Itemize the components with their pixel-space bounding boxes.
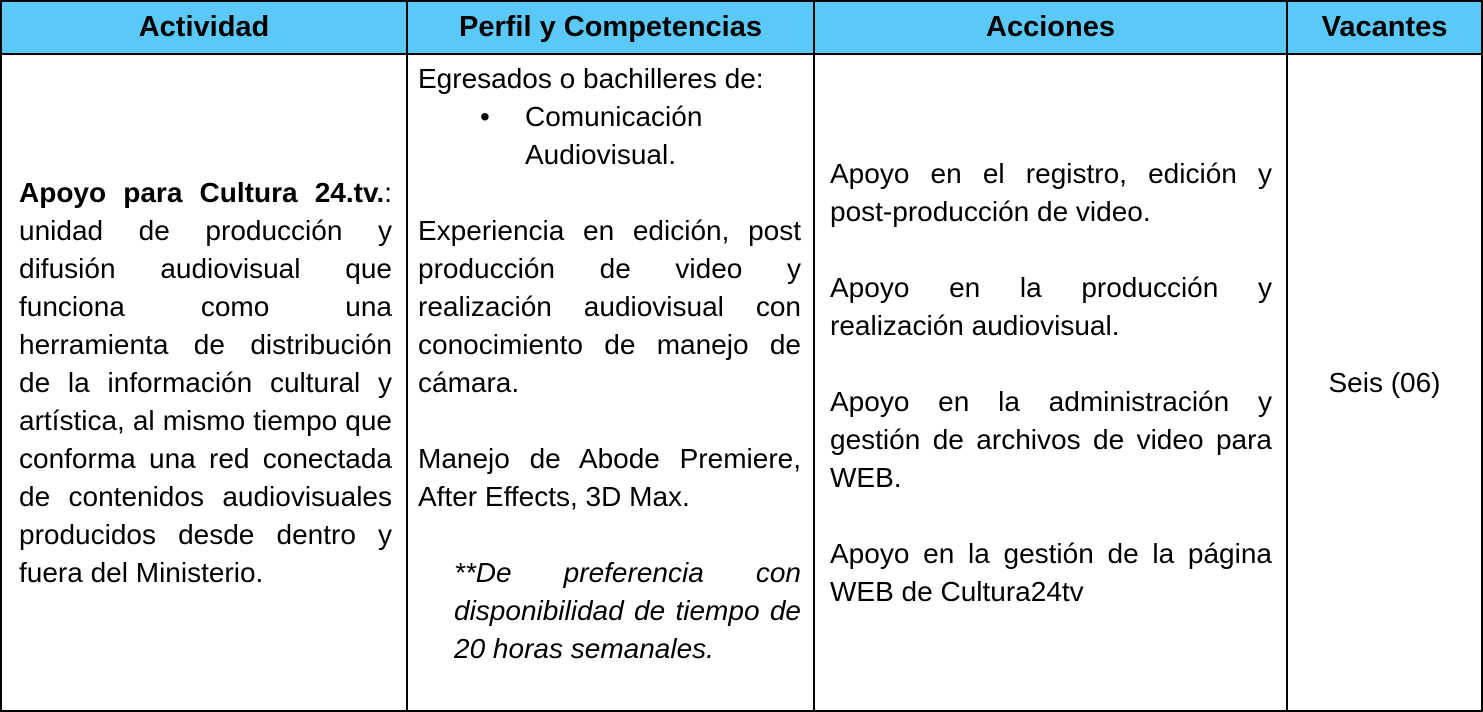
actividad-colon: :: [384, 176, 392, 208]
cell-actividad: [2, 55, 408, 710]
cell-perfil-competencias: [408, 55, 815, 710]
header-acciones-label: Acciones: [986, 11, 1115, 43]
header-acciones: [815, 2, 1288, 53]
perfil-intro: Egresados o bachilleres de:: [418, 63, 764, 94]
actividad-description: [19, 174, 392, 592]
acciones-paragraph-2: Apoyo en la producción y realización audiovisual.: [830, 271, 1272, 341]
cell-acciones: [815, 55, 1288, 710]
vacantes-value: Seis (06): [1328, 366, 1441, 398]
perfil-experiencia-paragraph: Experiencia en edición, post producción de video y realización audiovisual con conocimiento de manejo de cámara.: [418, 215, 801, 398]
header-vacantes-label: Vacantes: [1321, 11, 1448, 43]
perfil-software-paragraph: Manejo de Abode Premiere, After Effects, 3D Max.: [418, 443, 801, 512]
actividad-body-text: unidad de producción y difusión audiovisual que funciona como una herramienta de distribución de la información cultural y artística, al mismo tiempo que conforma una red conectada de contenidos audiovisuales producidos desde dentro y fuera del Ministerio.: [19, 214, 392, 588]
header-actividad-label: Actividad: [138, 11, 270, 43]
perfil-availability-note: **De preferencia con disponibilidad de tiempo de 20 horas semanales.: [454, 557, 801, 664]
perfil-bullet-text: Comunicación Audiovisual.: [525, 101, 703, 170]
header-actividad: [2, 2, 408, 53]
acciones-paragraph-3: Apoyo en la administración y gestión de archivos de video para WEB.: [830, 385, 1272, 493]
perfil-bullet-item: [418, 98, 801, 174]
actividad-title: Apoyo para Cultura 24.tv.: [19, 176, 385, 208]
cell-vacantes: [1288, 55, 1481, 710]
header-perfil-competencias-label: Perfil y Competencias: [459, 11, 762, 43]
acciones-paragraph-1: Apoyo en el registro, edición y post-producción de video.: [830, 157, 1272, 227]
header-vacantes: [1288, 2, 1481, 53]
table-body-row: [2, 55, 1481, 710]
bullet-icon: •: [480, 101, 490, 132]
header-perfil-competencias: [408, 2, 815, 53]
table-header-row: [2, 2, 1481, 55]
acciones-paragraph-4: Apoyo en la gestión de la página WEB de Cultura24tv: [830, 537, 1272, 607]
